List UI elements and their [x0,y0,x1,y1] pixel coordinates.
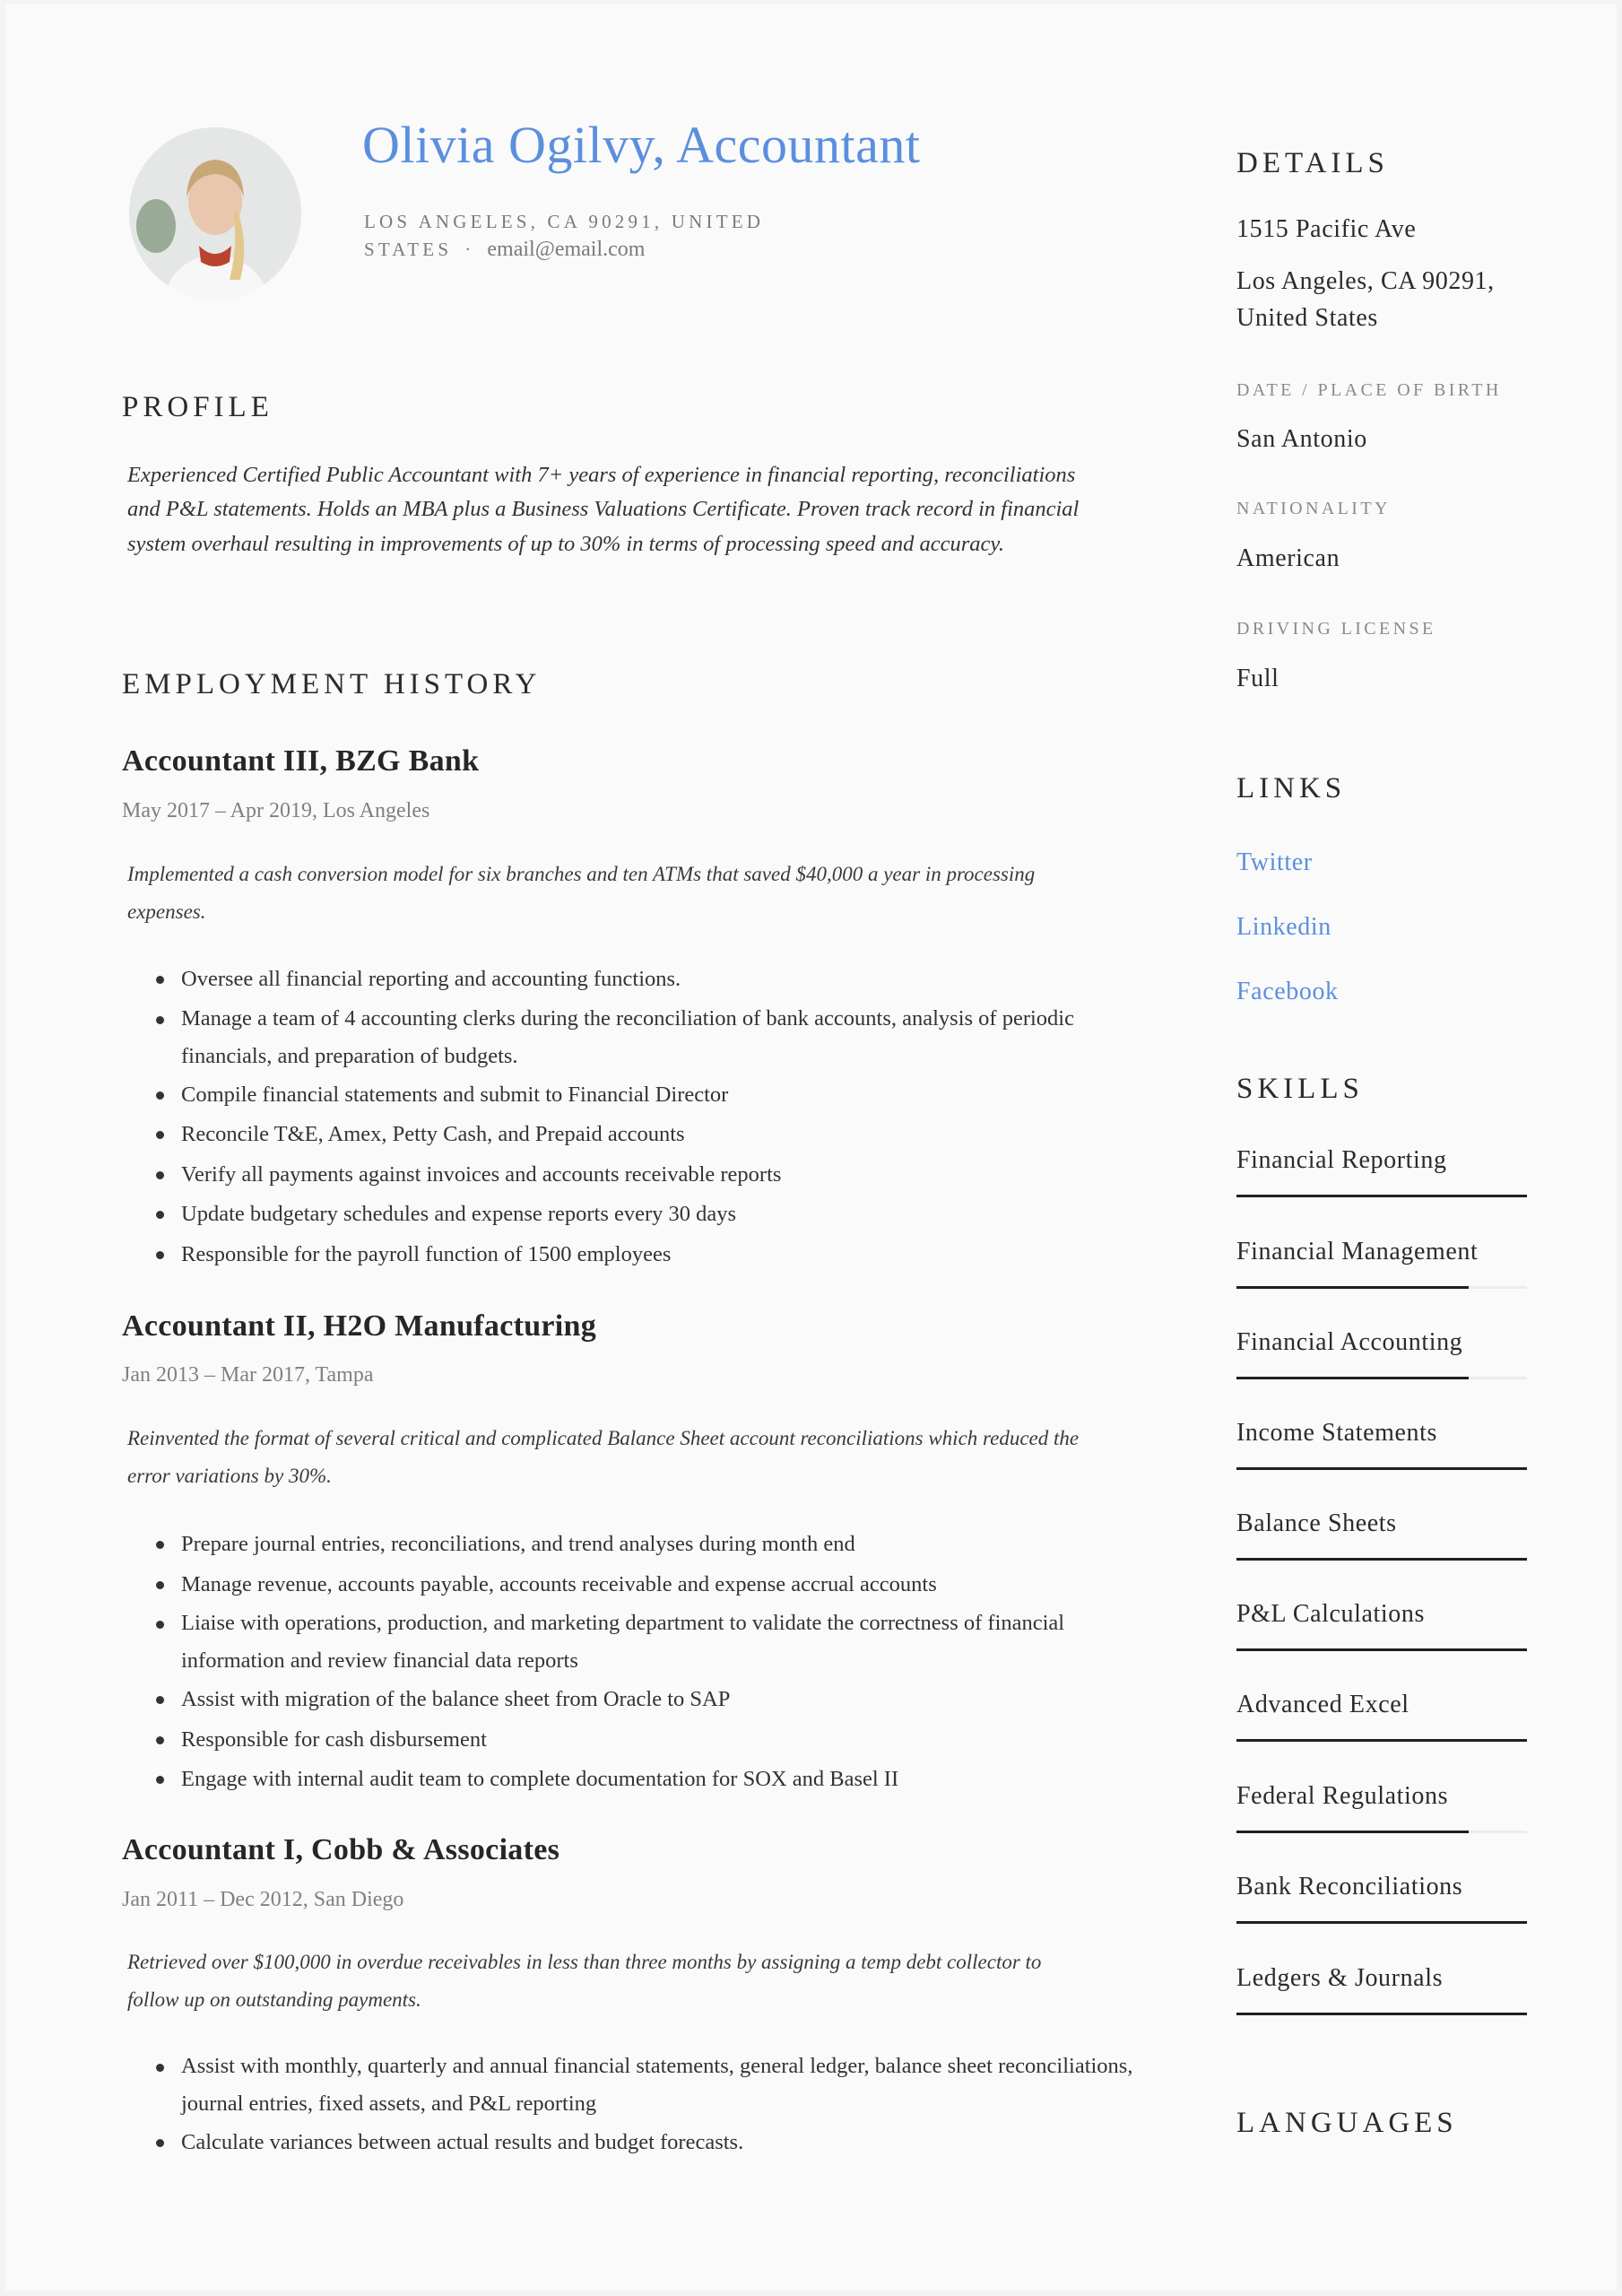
license-label: DRIVING LICENSE [1236,619,1436,639]
birth-value: San Antonio [1236,425,1367,453]
skill-bar [1236,1377,1527,1379]
profile-heading: PROFILE [122,391,273,423]
skills-heading: SKILLS [1236,1073,1364,1105]
skill-label: Financial Accounting [1236,1328,1463,1356]
address-line-2 [364,238,645,262]
list-item: Calculate variances between actual results and budget forecasts. [181,2123,1149,2163]
job-title: Accountant III, BZG Bank [122,744,480,778]
languages-heading: LANGUAGES [1236,2107,1458,2139]
job-date: May 2017 – Apr 2019, Los Angeles [122,799,430,822]
address-country: STATES [364,239,453,260]
job-date: Jan 2013 – Mar 2017, Tampa [122,1363,374,1387]
job-date: Jan 2011 – Dec 2012, San Diego [122,1888,404,1911]
links-heading: LINKS [1236,772,1347,804]
avatar-photo-icon [129,127,301,300]
skill-label: Ledgers & Journals [1236,1964,1444,1992]
skill-item [1236,1419,1527,1448]
skill-item [1236,1146,1527,1175]
job-title: Accountant II, H2O Manufacturing [122,1309,597,1343]
list-item: Oversee all financial reporting and accounting functions. [181,960,1149,1000]
details-city: Los Angeles, CA 90291, [1236,267,1495,295]
details-country: United States [1236,304,1378,332]
skill-bar-fill [1236,1558,1527,1561]
skill-label: Bank Reconciliations [1236,1873,1463,1900]
profile-text: Experienced Certified Public Accountant with 7+ years of experience in financial reporting, reconciliations and P&L statements. Holds an MBA plus a Business Valuations Certificate. Proven track record in financial system overhaul resulting in improvements of up to 30% in terms of processing speed and accuracy. [127,463,1080,556]
birth-label: DATE / PLACE OF BIRTH [1236,380,1502,400]
skill-bar-fill [1236,1467,1527,1470]
skill-bar-fill [1236,1286,1469,1289]
job-bullets [127,2048,1149,2163]
license-value: Full [1236,665,1279,692]
skill-bar-fill [1236,2013,1527,2015]
linkedin-link[interactable]: Linkedin [1236,913,1331,941]
skill-item [1236,1782,1527,1811]
skill-item [1236,1328,1527,1357]
skill-label: Federal Regulations [1236,1782,1449,1810]
job-bullets [127,960,1149,1274]
skill-bar [1236,1286,1527,1289]
list-item: Verify all payments against invoices and accounts receivable reports [181,1155,1149,1196]
list-item: Responsible for cash disbursement [181,1720,1149,1761]
skill-bar [1236,1558,1527,1561]
skill-item [1236,1600,1527,1629]
skill-bar-fill [1236,1377,1469,1379]
skill-bar-fill [1236,1921,1527,1924]
skill-label: Advanced Excel [1236,1691,1409,1718]
list-item: Manage revenue, accounts payable, accounts receivable and expense accrual accounts [181,1565,1149,1605]
skill-label: Balance Sheets [1236,1509,1397,1537]
list-item: Assist with monthly, quarterly and annual financial statements, general ledger, balance sheet reconciliations, journal entries, fixed assets, and P&L reporting [181,2048,1149,2123]
skill-bar [1236,1831,1527,1833]
skill-bar-fill [1236,1648,1527,1651]
avatar [129,127,301,300]
skill-item [1236,1964,1527,1993]
list-item: Engage with internal audit team to complete documentation for SOX and Basel II [181,1760,1149,1800]
separator: · [464,239,475,260]
job-description: Reinvented the format of several critical and complicated Balance Sheet account reconciliations which reduced the error variations by 30%. [127,1427,1080,1487]
facebook-link[interactable]: Facebook [1236,978,1339,1005]
list-item: Assist with migration of the balance sheet from Oracle to SAP [181,1680,1149,1720]
skill-item [1236,1691,1527,1719]
employment-heading: EMPLOYMENT HISTORY [122,668,542,700]
list-item: Prepare journal entries, reconciliations, and trend analyses during month end [181,1525,1149,1565]
list-item: Reconcile T&E, Amex, Petty Cash, and Prepaid accounts [181,1115,1149,1155]
skill-label: Income Statements [1236,1419,1438,1447]
email-link[interactable]: email@email.com [487,238,646,261]
list-item: Responsible for the payroll function of 1500 employees [181,1235,1149,1275]
skill-bar-fill [1236,1195,1527,1197]
nationality-label: NATIONALITY [1236,499,1391,518]
skill-bar [1236,1648,1527,1651]
job-title: Accountant I, Cobb & Associates [122,1833,560,1866]
details-heading: DETAILS [1236,147,1389,179]
list-item: Liaise with operations, production, and marketing department to validate the correctness of financial information and review financial data reports [181,1605,1149,1680]
resume-page [5,4,1617,2291]
twitter-link[interactable]: Twitter [1236,848,1313,876]
skill-label: P&L Calculations [1236,1600,1425,1628]
job-description: Retrieved over $100,000 in overdue receivables in less than three months by assigning a temp debt collector to follow up on outstanding payments. [127,1951,1042,2011]
address-line-1: LOS ANGELES, CA 90291, UNITED [364,211,765,232]
skill-bar [1236,1195,1527,1197]
skill-bar [1236,2013,1527,2015]
list-item: Update budgetary schedules and expense reports every 30 days [181,1195,1149,1235]
skill-label: Financial Reporting [1236,1146,1447,1174]
list-item: Compile financial statements and submit to Financial Director [181,1075,1149,1116]
skill-bar-fill [1236,1739,1527,1742]
nationality-value: American [1236,544,1340,572]
candidate-name: Olivia Ogilvy, Accountant [362,116,921,174]
skill-item [1236,1238,1527,1266]
skill-bar-fill [1236,1831,1469,1833]
skill-bar [1236,1921,1527,1924]
skill-bar [1236,1739,1527,1742]
list-item: Manage a team of 4 accounting clerks during the reconciliation of bank accounts, analysis of periodic financials, and preparation of budgets. [181,1000,1149,1075]
job-bullets [127,1525,1149,1800]
skill-bar [1236,1467,1527,1470]
skill-item [1236,1509,1527,1538]
skill-item [1236,1873,1527,1901]
job-description: Implemented a cash conversion model for six branches and ten ATMs that saved $40,000 a year in processing expenses. [127,863,1036,923]
skill-label: Financial Management [1236,1238,1479,1265]
details-street: 1515 Pacific Ave [1236,215,1417,243]
